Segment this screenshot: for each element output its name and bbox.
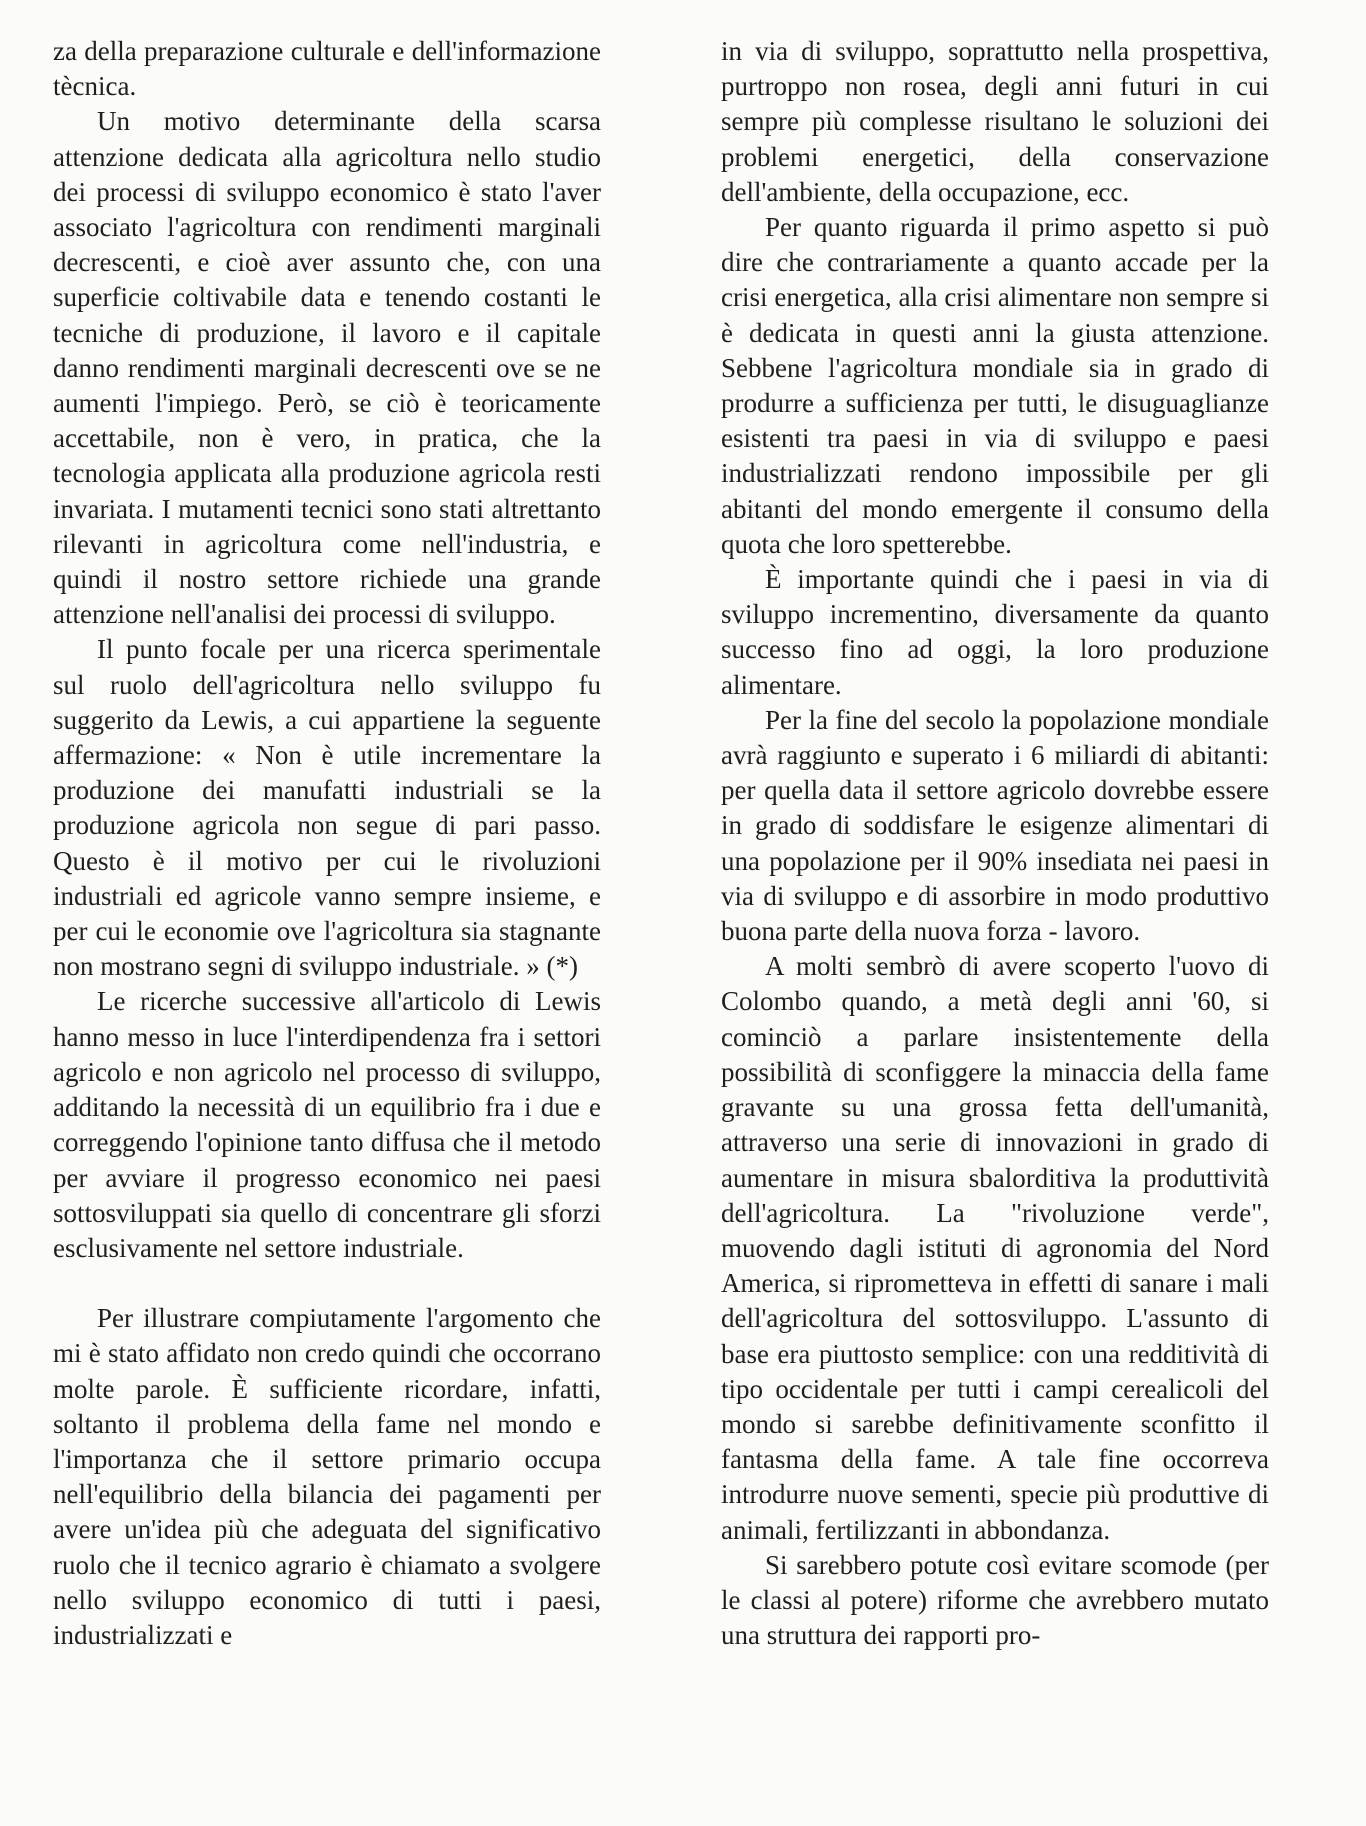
- paragraph-popolazione-mondiale: Per la fine del secolo la popolazione mondiale avrà raggiunto e superato i 6 miliardi di abitanti: per quella data il settore agricolo dovrebbe essere in grado di soddisfare le esigenze alimentari di una popolazione per il 90% insediata nei paesi in via di sviluppo e di assorbire in modo produttivo buona parte della nuova forza - lavoro.: [721, 704, 1269, 947]
- paragraph-lewis-quote: Il punto focale per una ricerca sperimentale sul ruolo dell'agricoltura nello sviluppo fu suggerito da Lewis, a cui appartiene la seguente affermazione: « Non è utile incrementare la produzione dei manufatti industriali se la produzione agricola non segue di pari passo. Questo è il motivo per cui le rivoluzioni industriali ed agricole vanno sempre insieme, e per cui le economie ove l'agricoltura sia stagnante non mostrano segni di sviluppo industriale. » (*): [53, 634, 601, 982]
- left-text-column: [53, 34, 601, 1653]
- paragraph-rivoluzione-verde: A molti sembrò di avere scoperto l'uovo di Colombo quando, a metà degli anni '60, si cominciò a parlare insistentemente della possibilità di sconfiggere la minaccia della fame gravante su una grossa fetta dell'umanità, attraverso una serie di innovazioni in grado di aumentare in misura sbalorditiva la produttività dell'agricoltura. La "rivoluzione verde", muovendo dagli istituti di agronomia del Nord America, si riprometteva in effetti di sanare i mali dell'agricoltura del sottosviluppo. L'assunto di base era piuttosto semplice: con una redditività di tipo occidentale per tutti i campi cerealicoli del mondo si sarebbe definitivamente sconfitto il fantasma della fame. A tale fine occorreva introdurre nuove sementi, specie più produttive di animali, fertilizzanti in abbondanza.: [721, 951, 1269, 1545]
- paragraph-continuation: za della preparazione culturale e dell'informazione tècnica.: [53, 36, 601, 102]
- paragraph-interdipendenza: Le ricerche successive all'articolo di Lewis hanno messo in luce l'interdipendenza fra i settori agricolo e non agricolo nel processo di sviluppo, additando la necessità di un equilibrio fra i due e correggendo l'opinione tanto diffusa che il metodo per avviare il progresso economico nei paesi sottosviluppati sia quello di concentrare gli sforzi esclusivamente nel settore industriale.: [53, 986, 601, 1263]
- paragraph-produzione-alimentare: È importante quindi che i paesi in via di sviluppo incrementino, diversamente da quanto successo fino ad oggi, la loro produzione alimentare.: [721, 564, 1269, 700]
- paragraph-ruolo-tecnico-agrario: Per illustrare compiutamente l'argomento che mi è stato affidato non credo quindi che occorrano molte parole. È sufficiente ricordare, infatti, soltanto il problema della fame nel mondo e l'importanza che il settore primario occupa nell'equilibrio della bilancia dei pagamenti per avere un'idea più che adeguata del significativo ruolo che il tecnico agrario è chiamato a svolgere nello sviluppo economico di tutti i paesi, industrializzati e: [53, 1303, 601, 1650]
- paragraph-crisi-alimentare: Per quanto riguarda il primo aspetto si può dire che contrariamente a quanto accade per la crisi energetica, alla crisi alimentare non sempre si è dedicata in questi anni la giusta attenzione. Sebbene l'agricoltura mondiale sia in grado di produrre a sufficienza per tutti, le disuguaglianze esistenti tra paesi in via di sviluppo e paesi industrializzati rendono impossibile per gli abitanti del mondo emergente il consumo della quota che loro spetterebbe.: [721, 212, 1269, 559]
- paragraph-paesi-in-via-di-sviluppo: in via di sviluppo, soprattutto nella prospettiva, purtroppo non rosea, degli anni futuri in cui sempre più complesse risultano le soluzioni dei problemi energetici, della conservazione dell'ambiente, della occupazione, ecc.: [721, 36, 1269, 207]
- right-text-column: [721, 34, 1269, 1653]
- paragraph-rendimenti-marginali: Un motivo determinante della scarsa attenzione dedicata alla agricoltura nello studio dei processi di sviluppo economico è stato l'aver associato l'agricoltura con rendimenti marginali decrescenti, e cioè aver assunto che, con una superficie coltivabile data e tenendo costanti le tecniche di produzione, il lavoro e il capitale danno rendimenti marginali decrescenti ove se ne aumenti l'impiego. Però, se ciò è teoricamente accettabile, non è vero, in pratica, che la tecnologia applicata alla produzione agricola resti invariata. I mutamenti tecnici sono stati altrettanto rilevanti in agricoltura come nell'industria, e quindi il nostro settore richiede una grande attenzione nell'analisi dei processi di sviluppo.: [53, 106, 601, 630]
- paragraph-riforme: Si sarebbero potute così evitare scomode (per le classi al potere) riforme che avrebbero mutato una struttura dei rapporti pro-: [721, 1549, 1269, 1651]
